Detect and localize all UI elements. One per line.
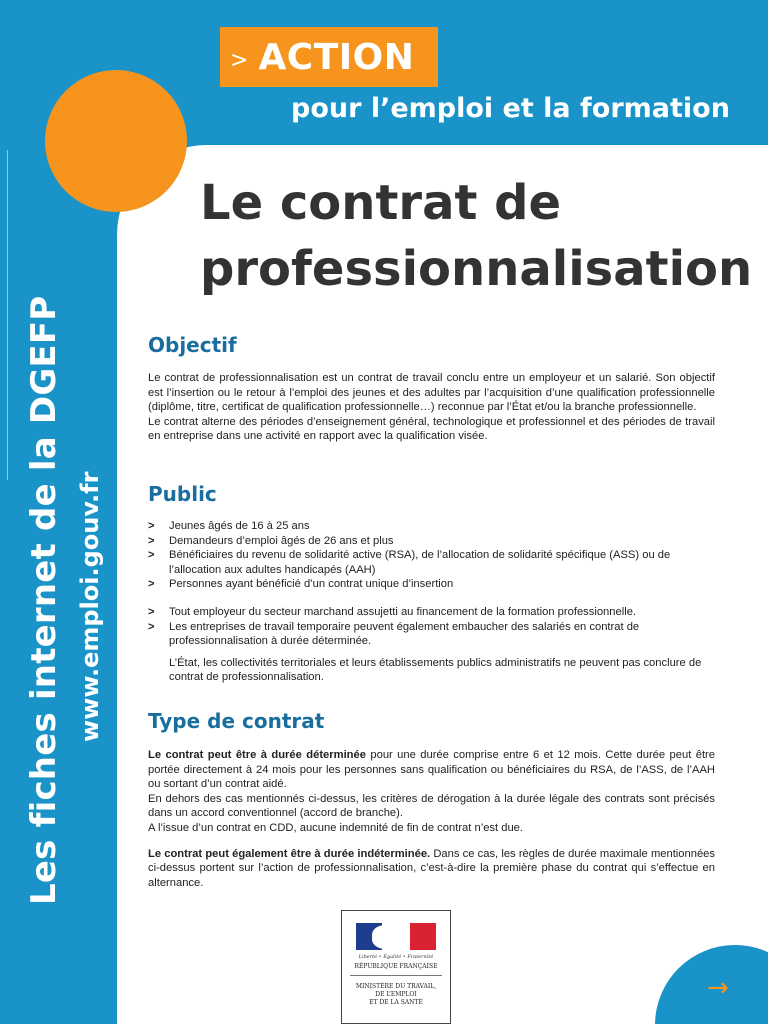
list-item: > Jeunes âgés de 16 à 25 ans — [148, 520, 310, 532]
section-heading-public: Public — [148, 482, 217, 506]
arrow-right-icon: → — [707, 973, 729, 1003]
bullet-chevron-icon: > — [148, 534, 155, 547]
side-url-link[interactable]: www.emploi.gouv.fr — [76, 471, 104, 742]
bullet-chevron-icon: > — [148, 578, 155, 591]
list-item: > Bénéficiaires du revenu de solidarité active (RSA), de l’allocation de solidarité spécifique (ASS) ou de l’allocation aux adultes handicapés (AAH) — [148, 549, 671, 576]
ministry-logo — [341, 910, 451, 1024]
logo-divider — [350, 975, 442, 976]
logo-republic: RÉPUBLIQUE FRANÇAISE — [354, 963, 438, 970]
side-title: Les fiches internet de la DGEFP — [24, 295, 64, 905]
bullet-chevron-icon: > — [148, 520, 155, 532]
type-paragraph-1: Le contrat peut être à durée déterminée pour une durée comprise entre 6 et 12 mois. Cette durée peut être portée directement à 24 mois pour les personnes sans qualification ou bénéficiaires du RSA, de l’ASS, de l’AAH ou sortant d’un contrat aidé. — [148, 749, 716, 791]
public-note: L’État, les collectivités territoriales et leurs établissements publics administratifs ne peuvent pas conclure de contrat de professionnalisation. — [169, 656, 702, 684]
objectif-paragraph-1: Le contrat de professionnalisation est un contrat de travail conclu entre un employeur et un salarié. Son objectif est l’insertion ou le retour à l’emploi des jeunes et des adultes par l’acquisition d’une qualification professionnelle (diplôme, titre, certificat de qualification professionnelle…) reconnue par l’État et/ou la branche professionnelle. — [148, 372, 715, 414]
logo-motto: Liberté • Égalité • Fraternité — [358, 954, 434, 960]
public-list-employers — [148, 605, 715, 649]
public-list-eligible — [148, 519, 715, 592]
type-paragraph-4: Le contrat peut également être à durée indéterminée. Dans ce cas, les règles de durée maximale mentionnées ci-dessus portent sur l’action de professionnalisation, c’est-à-dire la première phase du contrat qui s’effectue en alternance. — [148, 847, 715, 889]
section-type-contrat — [148, 709, 715, 890]
bullet-chevron-icon: > — [148, 605, 155, 618]
type-paragraph-3: A l’issue d’un contrat en CDD, aucune indemnité de fin de contrat n’est due. — [148, 821, 524, 834]
action-label: ACTION — [258, 36, 415, 78]
bullet-chevron-icon: > — [148, 620, 155, 633]
page-title — [200, 170, 752, 302]
action-banner — [220, 27, 438, 87]
title-line-2: professionnalisation — [200, 241, 753, 297]
section-objectif — [148, 333, 715, 444]
section-heading-type: Type de contrat — [148, 709, 325, 733]
side-divider — [7, 150, 8, 480]
title-line-1: Le contrat de — [200, 175, 562, 231]
list-item: > Personnes ayant bénéficié d’un contrat unique d’insertion — [148, 578, 454, 591]
objectif-paragraph-2: Le contrat alterne des périodes d’enseignement général, technologique et professionnel et des périodes de travail en entreprise dans une activité en rapport avec la qualification visée. — [148, 415, 715, 443]
list-item: > Demandeurs d’emploi âgés de 26 ans et plus — [148, 534, 394, 547]
orange-circle-decoration — [45, 70, 187, 212]
list-item: > Les entreprises de travail temporaire peuvent également embaucher des salariés en contrat de professionnalisation à durée déterminée. — [148, 620, 640, 648]
section-public — [148, 482, 715, 685]
marianne-icon — [372, 925, 406, 949]
bullet-chevron-icon: > — [148, 549, 155, 562]
chevron-right-icon: > — [230, 47, 249, 73]
section-heading-objectif: Objectif — [148, 333, 237, 357]
type-paragraph-2: En dehors des cas mentionnés ci-dessus, les critères de dérogation à la durée légale des contrats sont précisés dans un accord conventionnel (accord de branche). — [148, 792, 715, 820]
list-item: > Tout employeur du secteur marchand assujetti au financement de la formation professionnelle. — [148, 605, 637, 618]
banner-subtitle: pour l’emploi et la formation — [291, 93, 730, 124]
logo-ministry: MINISTÈRE DU TRAVAIL, DE L’EMPLOI ET DE LA SANTÉ — [355, 983, 437, 1006]
